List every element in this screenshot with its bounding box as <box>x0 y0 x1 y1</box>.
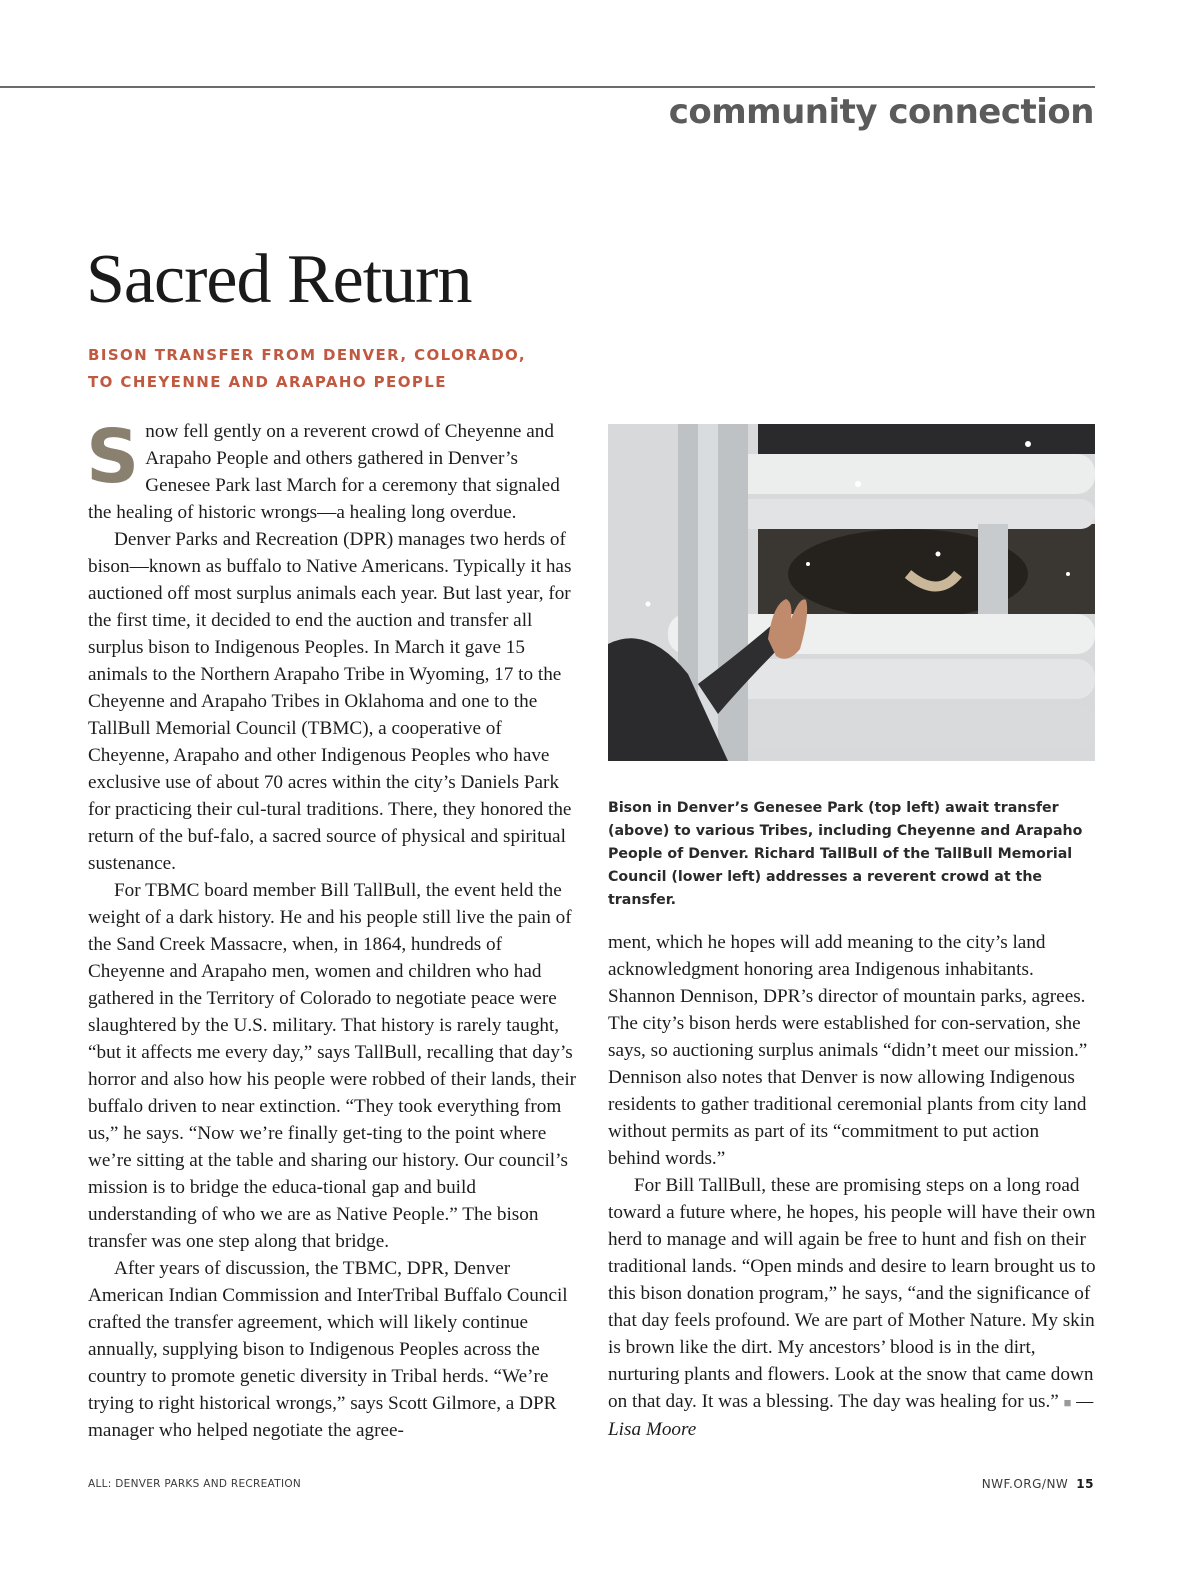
drop-cap: S <box>86 414 140 500</box>
paragraph-6 <box>608 1172 1096 1443</box>
photo-caption: Bison in Denver’s Genesee Park (top left) await transfer (above) to various Tribes, including Cheyenne and Arapaho People of Denver. Richard TallBull of the TallBull Memorial Council (lower left) addresses a reverent crowd at the transfer. <box>608 800 1083 908</box>
article-title: Sacred Return <box>86 241 472 318</box>
author-signature: —Lisa Moore <box>608 1391 1094 1440</box>
page-footer <box>982 1477 1094 1491</box>
subtitle-line-2: TO CHEYENNE AND ARAPAHO PEOPLE <box>88 373 447 391</box>
paragraph-5: ment, which he hopes will add meaning to the city’s land acknowledgment honoring area Indigenous inhabitants. Shannon Dennison, DPR’s director of mountain parks, agrees. The city’s bison herds were established for con-servation, she says, so auctioning surplus animals “didn’t meet our mission.” Dennison also notes that Denver is now allowing Indigenous residents to gather traditional ceremonial plants from city land without permits as part of its “commitment to put action behind words.” <box>608 932 1088 1169</box>
paragraph-1-text: now fell gently on a reverent crowd of Cheyenne and Arapaho People and others gathered in Denver’s Genesee Park last March for a ceremony that signaled the healing of historic wrongs—a healing long overdue. <box>88 421 560 523</box>
page-number: 15 <box>1076 1477 1094 1491</box>
section-label: community connection <box>668 92 1094 132</box>
site-url: NWF.ORG/NW <box>981 1477 1069 1491</box>
paragraph-2: Denver Parks and Recreation (DPR) manages two herds of bison—known as buffalo to Native Americans. Typically it has auctioned off most surplus animals each year. But last year, for the first time, it decided to end the auction and transfer all surplus bison to Indigenous Peoples. In March it gave 15 animals to the Northern Arapaho Tribe in Wyoming, 17 to the Cheyenne and Arapaho Tribes in Oklahoma and one to the TallBull Memorial Council (TBMC), a cooperative of Cheyenne, Arapaho and other Indigenous Peoples who have exclusive use of about 70 acres within the city’s Daniels Park for practicing their cul-tural traditions. There, they honored the return of the buf-falo, a sacred source of physical and spiritual sustenance. <box>88 529 572 874</box>
subtitle-line-1: BISON TRANSFER FROM DENVER, COLORADO, <box>88 346 526 364</box>
bison-transfer-photo <box>608 424 1095 761</box>
paragraph-4: After years of discussion, the TBMC, DPR, Denver American Indian Commission and InterTribal Buffalo Council crafted the transfer agreement, which will likely continue annually, supplying bison to Indigenous Peoples across the country to promote genetic diversity in Tribal herds. “We’re trying to right historical wrongs,” says Scott Gilmore, a DPR manager who helped negotiate the agree- <box>88 1258 568 1441</box>
end-mark-icon: ■ <box>1063 1395 1072 1410</box>
article-column-right <box>608 929 1096 1443</box>
article-column-left <box>86 414 578 1444</box>
photo-credit: ALL: DENVER PARKS AND RECREATION <box>88 1478 302 1490</box>
paragraph-3: For TBMC board member Bill TallBull, the event held the weight of a dark history. He and his people still live the pain of the Sand Creek Massacre, when, in 1864, hundreds of Cheyenne and Arapaho men, women and children who had gathered in the Territory of Colorado to negotiate peace were slaughtered by the U.S. military. That history is rarely taught, “but it affects me every day,” says TallBull, recalling that day’s horror and also how his people were robbed of their lands, their buffalo driven to near extinction. “They took everything from us,” he says. “Now we’re finally get-ting to the point where we’re sitting at the table and sharing our history. Our council’s mission is to bridge the educa-tional gap and build understanding of who we are as Native People.” The bison transfer was one step along that bridge. <box>88 880 577 1252</box>
photo-illustration <box>608 424 1095 761</box>
header-rule <box>0 86 1095 88</box>
paragraph-6-text: For Bill TallBull, these are promising steps on a long road toward a future where, he hopes, his people will have their own herd to manage and will again be free to hunt and fish on their traditional lands. “Open minds and desire to learn brought us to this bison donation program,” he says, “and the significance of that day feels profound. We are part of Mother Nature. My skin is brown like the dirt. My ancestors’ blood is in the dirt, nurturing plants and flowers. Look at the snow that came down on that day. It was a blessing. The day was healing for us.” <box>608 1175 1096 1412</box>
article-subtitle <box>88 342 608 396</box>
paragraph-1 <box>86 414 578 526</box>
